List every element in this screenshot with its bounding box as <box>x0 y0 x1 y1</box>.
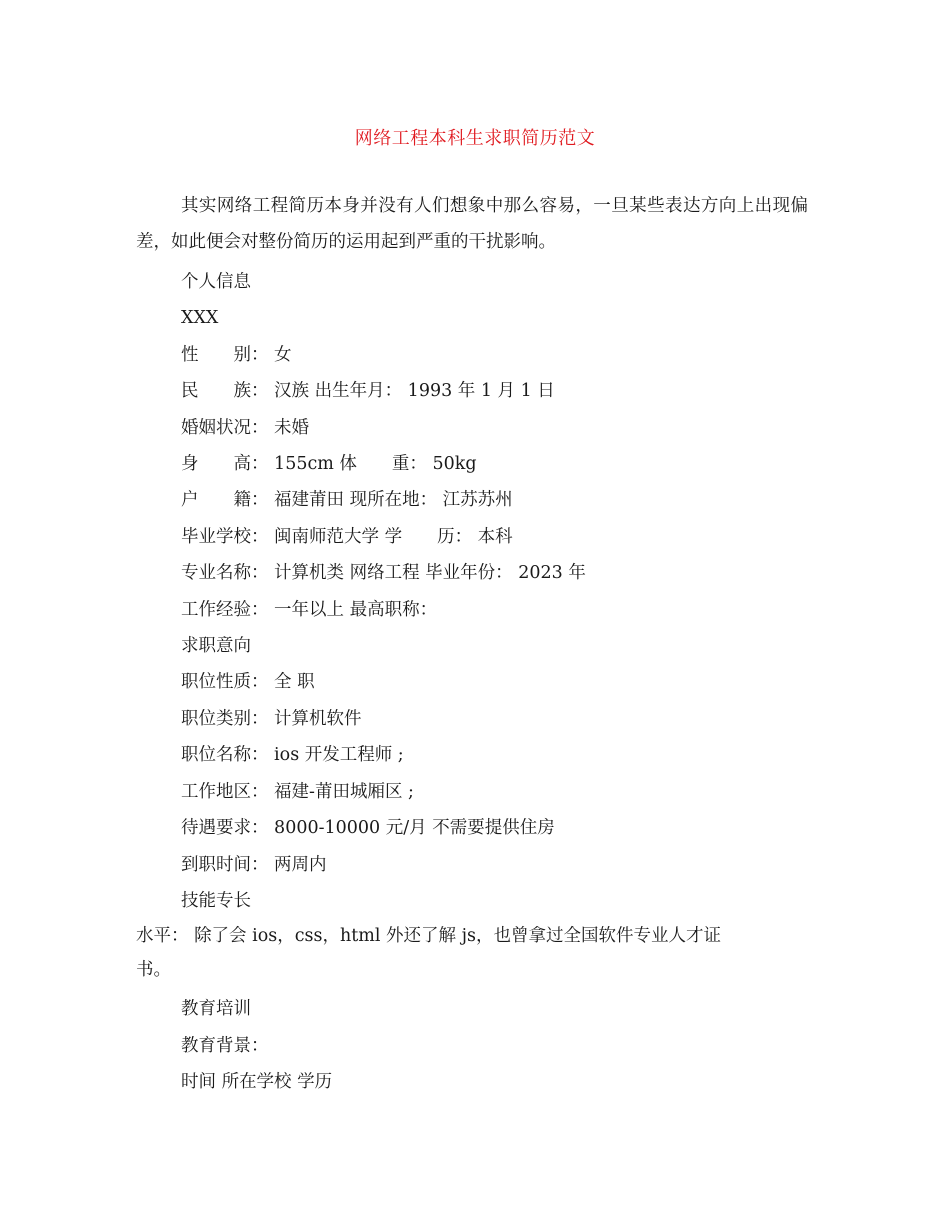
intro-paragraph: 其实网络工程简历本身并没有人们想象中那么容易，一旦某些表达方向上出现偏差，如此便会对整份简历的运用起到严重的干扰影响。 <box>136 196 808 252</box>
resume-line: 到职时间： 两周内 <box>181 854 327 875</box>
skill-text-line-2: 书。 <box>136 960 171 981</box>
resume-line: 身 高： 155cm 体 重： 50kg <box>181 454 477 475</box>
resume-line: 职位性质： 全 职 <box>181 672 315 693</box>
resume-lines <box>136 264 808 919</box>
resume-line: 性 别： 女 <box>181 344 292 365</box>
resume-line: XXX <box>181 308 219 329</box>
resume-line: 婚姻状况： 未婚 <box>181 417 310 438</box>
resume-line: 民 族： 汉族 出生年月： 1993 年 1 月 1 日 <box>181 381 555 402</box>
resume-line: 待遇要求： 8000-10000 元/月 不需要提供住房 <box>181 818 555 839</box>
document-title: 网络工程本科生求职简历范文 <box>354 128 596 149</box>
resume-line: 教育培训 <box>181 999 251 1020</box>
resume-line: 教育背景： <box>181 1035 269 1056</box>
resume-line: 求职意向 <box>181 636 251 657</box>
resume-line: 工作地区： 福建-莆田城厢区 ; <box>181 781 414 802</box>
resume-line: 技能专长 <box>181 890 251 911</box>
resume-line: 户 籍： 福建莆田 现所在地： 江苏苏州 <box>181 490 513 511</box>
resume-line: 职位名称： ios 开发工程师 ; <box>181 745 404 766</box>
resume-line: 工作经验： 一年以上 最高职称： <box>181 599 438 620</box>
skill-text-line-1: 水平： 除了会 ios，css，html 外还了解 js，也曾拿过全国软件专业人才证 <box>136 926 722 947</box>
skill-paragraph <box>136 919 808 987</box>
resume-line: 时间 所在学校 学历 <box>181 1072 333 1093</box>
resume-line: 毕业学校： 闽南师范大学 学 历： 本科 <box>181 526 513 547</box>
resume-line: 职位类别： 计算机软件 <box>181 708 362 729</box>
resume-line: 个人信息 <box>181 272 251 292</box>
resume-lines-after <box>136 991 808 1100</box>
document-body <box>136 188 808 1101</box>
resume-line: 专业名称： 计算机类 网络工程 毕业年份： 2023 年 <box>181 563 586 584</box>
